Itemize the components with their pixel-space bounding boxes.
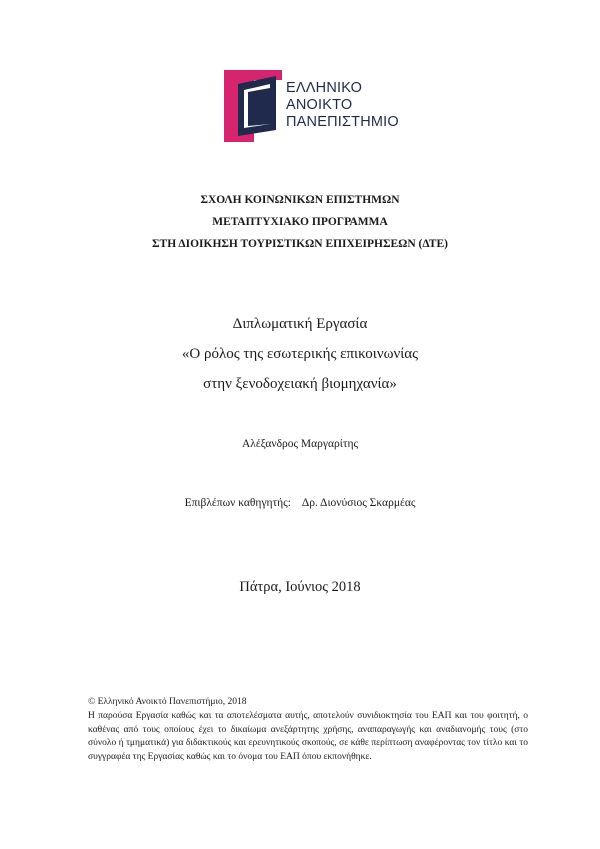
thesis-title-block (0, 309, 600, 399)
logo-line-1: ΕΛΛΗΝΙΚΟ (286, 80, 363, 96)
program-name: ΜΕΤΑΠΤΥΧΙΑΚΟ ΠΡΟΓΡΑΜΜΑ (212, 216, 388, 228)
supervisor-name: Δρ. Διονύσιος Σκαρμέας (301, 497, 416, 509)
logo-wordmark (286, 80, 399, 131)
program-field: ΣΤΗ ΔΙΟΙΚΗΣΗ ΤΟΥΡΙΣΤΙΚΩΝ ΕΠΙΧΕΙΡΗΣΕΩΝ (ΔΤΕ) (152, 238, 448, 250)
school-name: ΣΧΟΛΗ ΚΟΙΝΩΝΙΚΩΝ ΕΠΙΣΤΗΜΩΝ (200, 194, 400, 206)
logo-line-3: ΠΑΝΕΠΙΣΤΗΜΙΟ (286, 114, 399, 130)
thesis-type: Διπλωματική Εργασία (232, 316, 368, 332)
thesis-title-line-1: «Ο ρόλος της εσωτερικής επικοινωνίας (181, 346, 419, 362)
author-name: Αλέξανδρος Μαργαρίτης (241, 438, 359, 450)
supervisor-line (0, 497, 600, 509)
place-date: Πάτρα, Ιούνιος 2018 (239, 579, 361, 595)
logo-line-2: ΑΝΟΙΚΤΟ (286, 97, 353, 113)
hou-logo-icon (224, 70, 284, 142)
university-logo (224, 70, 404, 142)
copyright-line: © Ελληνικό Ανοικτό Πανεπιστήμιο, 2018 (88, 697, 247, 707)
thesis-title-line-2: στην ξενοδοχειακή βιομηχανία» (203, 376, 397, 392)
school-heading (0, 189, 600, 255)
supervisor-label: Επιβλέπων καθηγητής: (184, 497, 291, 509)
copyright-notice: Η παρούσα Εργασία καθώς και τα αποτελέσματα αυτής, αποτελούν συνιδιοκτησία του ΕΑΠ και του φοιτητή, ο καθένας από τους οποίους έχει το δικαίωμα ανεξάρτητης χρήσης, αναπαραγωγής και αναδιανομής τους (στο σύνολο ή τμηματικά) για διδακτικούς και ερευνητικούς σκοπούς, σε κάθε περίπτωση αναφέροντας τον τίτλο και το συγγραφέα της Εργασίας καθώς και το όνομα του ΕΑΠ όπου εκπονήθηκε. (88, 711, 528, 762)
